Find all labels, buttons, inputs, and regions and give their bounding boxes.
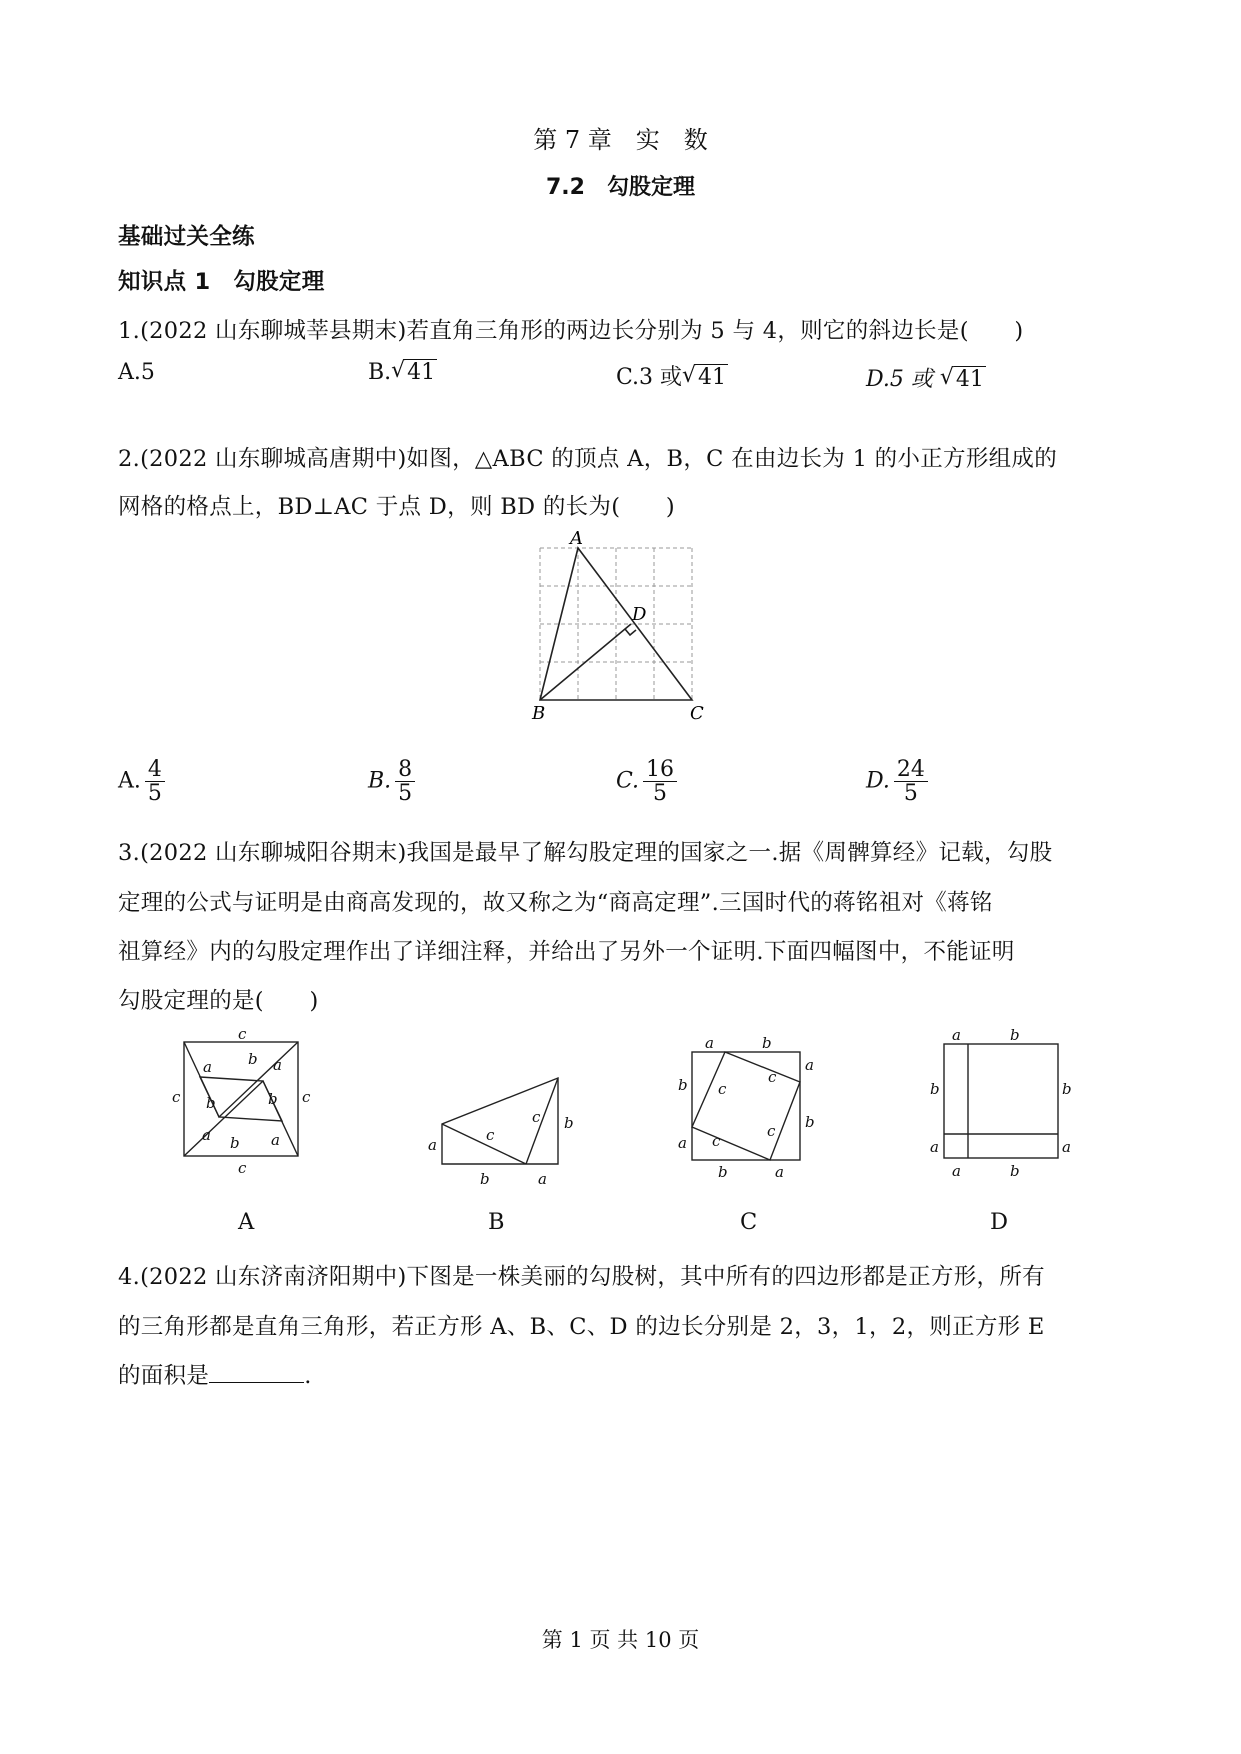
label-a: A bbox=[570, 528, 583, 549]
label-a: a bbox=[678, 1134, 687, 1152]
figure-c bbox=[672, 1030, 822, 1180]
label-a: a bbox=[805, 1056, 814, 1074]
q2-option-a bbox=[118, 758, 165, 805]
label-b: b bbox=[678, 1076, 688, 1094]
sqrt-symbol: √ 41 bbox=[682, 363, 727, 390]
question-4-stem-line1: 4.(2022 山东济南济阳期中)下图是一株美丽的勾股树，其中所有的四边形都是正方形，所有 bbox=[118, 1264, 1045, 1290]
label-a: a bbox=[952, 1162, 961, 1180]
figure-a bbox=[168, 1028, 320, 1178]
label-b: b bbox=[230, 1134, 240, 1152]
caption-c: C bbox=[740, 1209, 758, 1235]
label-b: b bbox=[248, 1050, 258, 1068]
q2-option-c-prefix: C. bbox=[616, 768, 640, 794]
label-c: c bbox=[486, 1126, 495, 1144]
question-3-stem-line3: 祖算经》内的勾股定理作出了详细注释，并给出了另外一个证明.下面四幅图中，不能证明 bbox=[118, 939, 1015, 965]
numerator: 24 bbox=[894, 758, 928, 782]
fraction bbox=[894, 758, 928, 805]
q2-option-d-prefix: D. bbox=[866, 768, 890, 794]
triangle-grid-figure bbox=[520, 528, 720, 724]
label-c: c bbox=[768, 1068, 777, 1086]
q1-option-b-prefix: B. bbox=[368, 360, 392, 385]
figure-d bbox=[924, 1024, 1074, 1180]
numerator: 8 bbox=[395, 758, 415, 782]
denominator: 5 bbox=[653, 781, 668, 807]
caption-b: B bbox=[488, 1209, 505, 1235]
section-heading: 基础过关全练 bbox=[118, 224, 255, 250]
label-c: c bbox=[238, 1028, 247, 1043]
label-a: a bbox=[952, 1026, 961, 1044]
label-b: b bbox=[762, 1034, 772, 1052]
question-2-stem-line1: 2.(2022 山东聊城高唐期中)如图，△ABC 的顶点 A，B，C 在由边长为 1 的小正方形组成的 bbox=[118, 446, 1058, 472]
label-a: a bbox=[428, 1136, 437, 1154]
caption-d: D bbox=[990, 1209, 1009, 1235]
label-c: c bbox=[302, 1088, 311, 1106]
label-b: B bbox=[532, 703, 546, 724]
sqrt-symbol: √ 41 bbox=[939, 365, 984, 392]
label-b: b bbox=[930, 1080, 940, 1098]
q1-option-b bbox=[368, 360, 437, 385]
label-b: b bbox=[564, 1114, 574, 1132]
label-a: a bbox=[203, 1058, 212, 1076]
question-3-stem-line1: 3.(2022 山东聊城阳谷期末)我国是最早了解勾股定理的国家之一.据《周髀算经》记载，勾股 bbox=[118, 840, 1053, 866]
label-a: a bbox=[273, 1056, 282, 1074]
caption-a: A bbox=[238, 1209, 255, 1235]
figure-b bbox=[420, 1060, 584, 1188]
question-3-stem-line4: 勾股定理的是( ) bbox=[118, 988, 319, 1014]
label-b: b bbox=[805, 1113, 815, 1131]
q2-option-b bbox=[368, 758, 415, 805]
label-a: a bbox=[705, 1034, 714, 1052]
label-c: C bbox=[690, 703, 704, 724]
numerator: 4 bbox=[145, 758, 165, 782]
radicand: 41 bbox=[407, 360, 436, 385]
q1-option-c bbox=[616, 360, 728, 391]
label-b: b bbox=[1010, 1162, 1020, 1180]
label-a: a bbox=[775, 1163, 784, 1180]
section-title: 7.2 勾股定理 bbox=[546, 175, 695, 200]
label-c: c bbox=[238, 1159, 247, 1177]
fraction bbox=[145, 758, 165, 805]
label-b: b bbox=[1010, 1026, 1020, 1044]
label-a: a bbox=[202, 1126, 211, 1144]
denominator: 5 bbox=[903, 781, 918, 807]
label-b: b bbox=[206, 1094, 216, 1112]
label-c: c bbox=[532, 1108, 541, 1126]
q2-option-c bbox=[616, 758, 677, 805]
numerator: 16 bbox=[643, 758, 677, 782]
question-3-stem-line2: 定理的公式与证明是由商高发现的，故又称之为“商高定理”.三国时代的蒋铭祖对《蒋铭 bbox=[118, 890, 993, 916]
sqrt-symbol: √ 41 bbox=[391, 358, 436, 385]
label-c: c bbox=[767, 1122, 776, 1140]
q4-suffix: . bbox=[304, 1363, 312, 1389]
label-c: c bbox=[718, 1080, 727, 1098]
label-d: D bbox=[632, 604, 647, 625]
answer-blank[interactable] bbox=[209, 1362, 304, 1383]
label-a: a bbox=[930, 1138, 939, 1156]
question-4-stem-line3 bbox=[118, 1358, 312, 1390]
label-b: b bbox=[480, 1170, 490, 1188]
denominator: 5 bbox=[398, 781, 413, 807]
q2-option-a-prefix: A. bbox=[118, 768, 141, 794]
q4-prefix: 的面积是 bbox=[118, 1363, 210, 1389]
label-b: b bbox=[718, 1163, 728, 1180]
page-number: 第 1 页 共 10 页 bbox=[541, 1628, 700, 1652]
q2-option-d bbox=[866, 758, 928, 805]
fraction bbox=[395, 758, 415, 805]
denominator: 5 bbox=[147, 781, 162, 807]
question-4-stem-line2: 的三角形都是直角三角形，若正方形 A、B、C、D 的边长分别是 2，3，1，2，则正方形 E bbox=[118, 1314, 1045, 1340]
chapter-title: 第 7 章 实 数 bbox=[533, 126, 708, 154]
label-a: a bbox=[538, 1170, 547, 1188]
question-1-stem: 1.(2022 山东聊城莘县期末)若直角三角形的两边长分别为 5 与 4，则它的斜边长是( ) bbox=[118, 318, 1024, 344]
label-c: c bbox=[172, 1088, 181, 1106]
label-a: a bbox=[1062, 1138, 1071, 1156]
topic-heading: 知识点 1 勾股定理 bbox=[118, 269, 325, 295]
q2-option-b-prefix: B. bbox=[368, 768, 392, 794]
q1-option-d-prefix: D.5 或 bbox=[866, 367, 933, 392]
q1-option-a: A.5 bbox=[118, 360, 155, 385]
q1-option-c-prefix: C.3 或 bbox=[616, 365, 683, 390]
label-a: a bbox=[271, 1131, 280, 1149]
label-c: c bbox=[712, 1132, 721, 1150]
grid-lines bbox=[540, 548, 692, 700]
label-b: b bbox=[1062, 1080, 1072, 1098]
radicand: 41 bbox=[698, 365, 727, 390]
fraction bbox=[643, 758, 677, 805]
radicand: 41 bbox=[955, 367, 984, 392]
q1-option-d bbox=[866, 362, 986, 393]
label-b: b bbox=[268, 1090, 278, 1108]
question-2-stem-line2: 网格的格点上，BD⊥AC 于点 D，则 BD 的长为( ) bbox=[118, 494, 675, 520]
